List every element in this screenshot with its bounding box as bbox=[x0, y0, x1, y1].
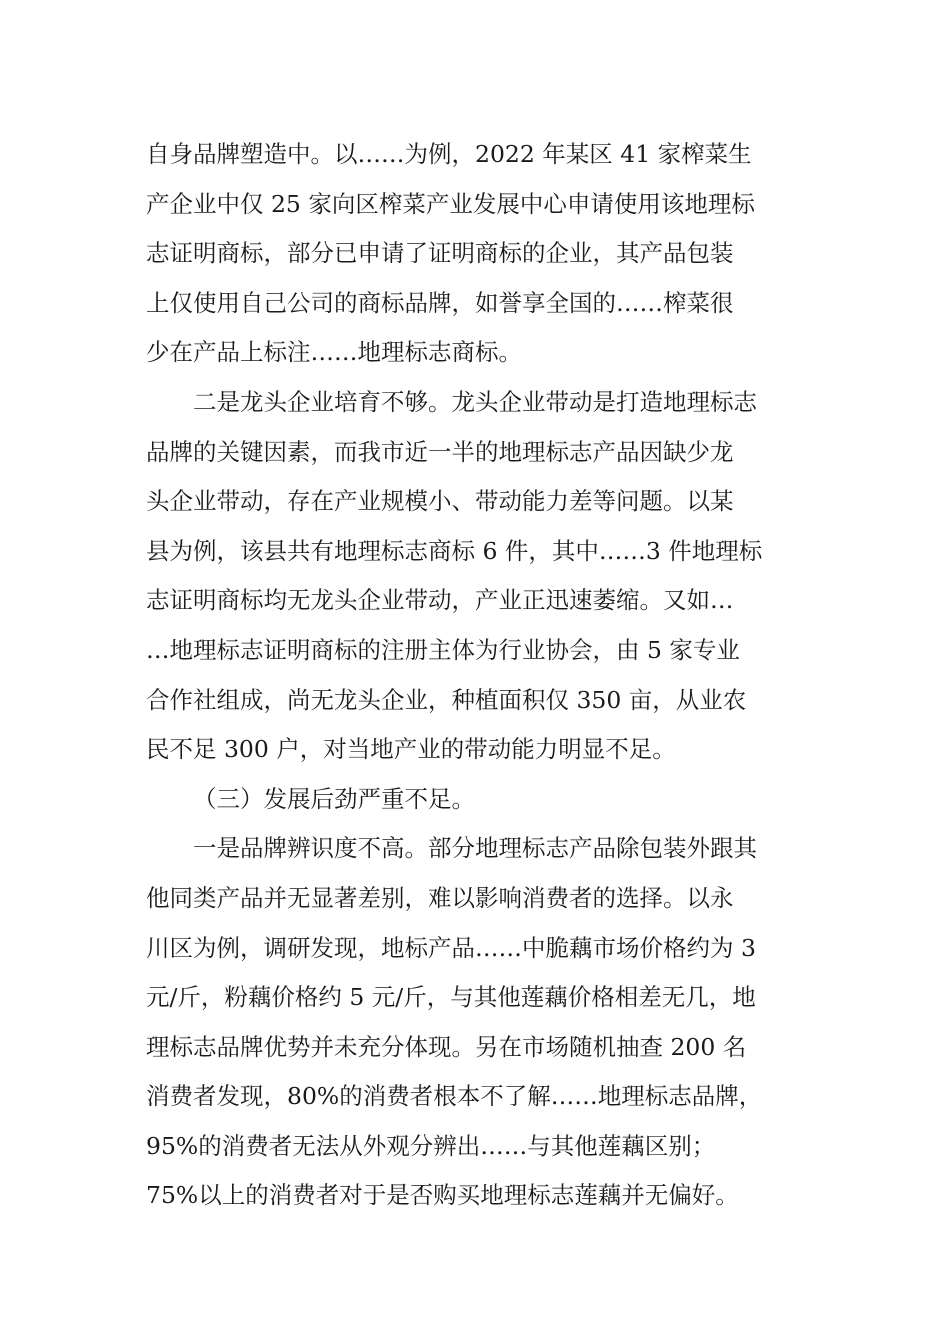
text-line: 他同类产品并无显著差别，难以影响消费者的选择。以永 bbox=[146, 883, 734, 912]
section-heading: （三）发展后劲严重不足。 bbox=[193, 784, 475, 813]
text-line: 产企业中仅 25 家向区榨菜产业发展中心申请使用该地理标 bbox=[146, 189, 755, 218]
text-line: 95%的消费者无法从外观分辨出……与其他莲藕区别； bbox=[146, 1131, 716, 1160]
text-line: 上仅使用自己公司的商标品牌，如誉享全国的……榨菜很 bbox=[146, 288, 734, 317]
text-line: 头企业带动，存在产业规模小、带动能力差等问题。以某 bbox=[146, 487, 734, 516]
text-line: 志证明商标，部分已申请了证明商标的企业，其产品包装 bbox=[146, 239, 734, 268]
text-line: 少在产品上标注……地理标志商标。 bbox=[146, 338, 522, 367]
text-line: 川区为例，调研发现，地标产品……中脆藕市场价格约为 3 bbox=[146, 933, 756, 962]
text-line: 元/斤，粉藕价格约 5 元/斤，与其他莲藕价格相差无几，地 bbox=[146, 983, 756, 1012]
text-line: 合作社组成，尚无龙头企业，种植面积仅 350 亩，从业农 bbox=[146, 685, 747, 714]
body-text bbox=[146, 130, 818, 1221]
text-line: 志证明商标均无龙头企业带动，产业正迅速萎缩。又如… bbox=[146, 586, 734, 615]
text-line: 理标志品牌优势并未充分体现。另在市场随机抽查 200 名 bbox=[146, 1032, 747, 1061]
paragraph-first-line: 二是龙头企业培育不够。龙头企业带动是打造地理标志 bbox=[193, 387, 757, 416]
paragraph-first-line: 一是品牌辨识度不高。部分地理标志产品除包装外跟其 bbox=[193, 834, 757, 863]
text-line: …地理标志证明商标的注册主体为行业协会，由 5 家专业 bbox=[146, 635, 740, 664]
text-line: 民不足 300 户，对当地产业的带动能力明显不足。 bbox=[146, 735, 676, 764]
text-line: 75%以上的消费者对于是否购买地理标志莲藕并无偏好。 bbox=[146, 1181, 739, 1210]
text-line: 品牌的关键因素，而我市近一半的地理标志产品因缺少龙 bbox=[146, 437, 734, 466]
text-line: 消费者发现，80%的消费者根本不了解……地理标志品牌， bbox=[146, 1082, 763, 1111]
text-line: 县为例，该县共有地理标志商标 6 件，其中……3 件地理标 bbox=[146, 536, 763, 565]
text-line: 自身品牌塑造中。以……为例，2022 年某区 41 家榨菜生 bbox=[146, 140, 752, 168]
